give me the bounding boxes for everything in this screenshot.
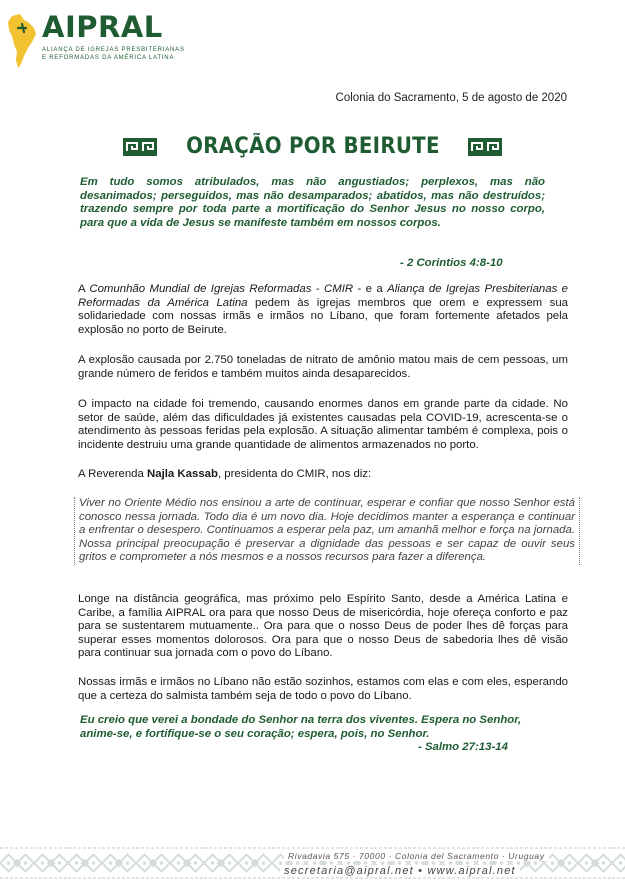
text-run: pedem às igrejas membros que orem e expressem sua solidariedade com nossas irmãs e irmãos no Líbano, que foram fortemente afetados pela explosão no porto de Beirute. [78,296,568,336]
greek-key-ornament-icon [123,138,157,156]
brand-subtitle [42,46,185,62]
document-title: ORAÇÃO POR BEIRUTE [185,134,440,159]
text-run-italic: Comunhão Mundial de Igrejas Reformadas - CMIR [89,283,354,295]
brand-name: AIPRAL [42,10,163,44]
text-run: A Reverenda [78,468,148,480]
title-row [0,134,625,159]
latin-america-map-icon [6,12,40,70]
paragraph-solidarity: Nossas irmãs e irmãos no Líbano não estão sozinhos, estamos com elas e com eles, esperando que a certeza do salmista também seja de todo o povo do Líbano. [78,676,568,702]
brand-subtitle-line: ALIANÇA DE IGREJAS PRESBITERIANAS [42,47,185,53]
text-run: , presidenta do CMIR, nos diz: [217,468,372,480]
brand-subtitle-line: E REFORMADAS DA AMÉRICA LATINA [42,55,175,61]
opening-verse: Em tudo somos atribulados, mas não angustiados; perplexos, mas não desanimados; perseguidos, mas não desamparados; abatidos, mas não destruídos; trazendo sempre por toda parte a mortificação do Senhor Jesus no nosso corpo, para que a vida de Jesus se manifeste também em nossos corpos. [80,176,545,229]
closing-psalm-reference: - Salmo 27:13-14 [418,741,508,753]
paragraph-prayer: Longe na distância geográfica, mas próximo pelo Espírito Santo, desde a América Latina e Caribe, a família AIPRAL ora para que nosso Deus de misericórdia, hoje ofereça conforto e paz para se sustentarem mutuamente.. Ora para que o nosso Deus de poder lhes dê forças para superar esses momentos dolorosos. Ora para que o nosso Deus de sabedoria lhes dê visão para continuar sua jornada com o povo do Líbano. [78,593,568,660]
letter-date: Colonia do Sacramento, 5 de agosto de 2020 [335,92,567,104]
reverend-quote: Viver no Oriente Médio nos ensinou a arte de continuar, esperar e confiar que nosso Senhor está conosco nessa jornada. Todo dia é um novo dia. Hoje decidimos manter a esperança e continuar a enfrentar o desespero. Continuamos a esperar pela paz, um amanhã melhor e força na jornada. Nossa principal preocupação é preservar a dignidade das pessoas e ser capaz de ouvir seus gritos e comprometer a nós mesmos e a nossos recursos para fazer a diferença. [74,497,580,565]
paragraph-explosion: A explosão causada por 2.750 toneladas de nitrato de amônio matou mais de cem pessoas, um grande número de feridos e também muitos ainda desaparecidos. [78,354,568,380]
reverend-name: Najla Kassab [147,468,218,480]
text-run: A [78,283,90,295]
paragraph-reverend [78,468,568,482]
footer-contact: secretaria@aipral.net • www.aipral.net [280,865,520,877]
paragraph-intro [78,283,568,337]
footer-address: Rivadavia 575 · 70000 · Colonia del Sacramento · Uruguay [284,851,549,861]
text-run-italic: Aliança de Igrejas Presbiterianas e Reformadas da América Latina [78,283,569,309]
paragraph-impact: O impacto na cidade foi tremendo, causando enormes danos em grande parte da cidade. No setor de saúde, além das dificuldades já existentes causadas pela COVID-19, acrescenta-se o atendimento às pessoas feridas pela explosão. A situação alimentar também é complexa, pois o incidente destruiu uma grande quantidade de alimentos armazenados no porto. [78,398,568,451]
letterhead [6,8,256,70]
greek-key-ornament-icon [468,138,502,156]
text-run: - e a [353,283,388,295]
closing-psalm: Eu creio que verei a bondade do Senhor na terra dos viventes. Espera no Senhor, anime-se, e fortifique-se o seu coração; espera, pois, no Senhor. [80,714,522,740]
opening-verse-reference: - 2 Corintios 4:8-10 [400,257,503,269]
